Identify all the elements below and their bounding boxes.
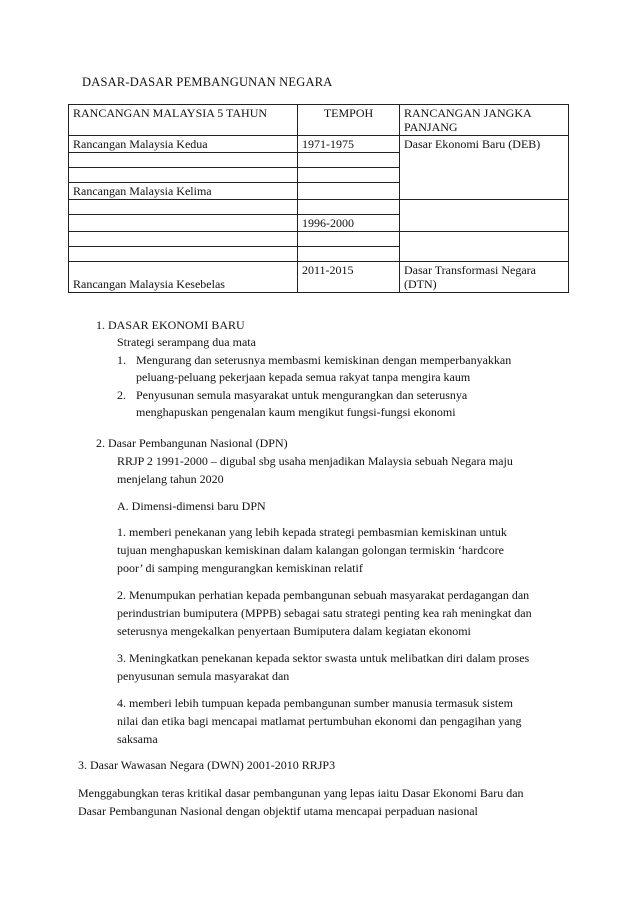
table-header-row [69, 105, 569, 136]
table-cell: 1996-2000 [298, 215, 400, 232]
list-item-number: 2. [117, 388, 126, 402]
table-cell [298, 183, 400, 200]
table-row [69, 200, 569, 215]
table-cell: 2011-2015 [298, 262, 400, 293]
list-item-text: peluang-peluang pekerjaan kepada semua rakyat tanpa mengira kaum [136, 370, 471, 384]
development-plan-table [68, 104, 569, 293]
table-row [69, 232, 569, 247]
header-tempoh: TEMPOH [298, 105, 400, 136]
table-cell [298, 247, 400, 262]
table-cell [69, 200, 298, 215]
table-cell: Rancangan Malaysia Kesebelas [69, 262, 298, 293]
paragraph-line: perindustrian bumiputera (MPPB) sebagai satu strategi penting kea rah meningkat dan [117, 606, 532, 620]
table-cell [400, 232, 569, 262]
paragraph-line: penyusunan semula masyarakat dan [117, 669, 290, 683]
table-cell [69, 168, 298, 183]
list-item-text: Penyusunan semula masyarakat untuk mengurangkan dan seterusnya [136, 388, 468, 402]
table-cell: Rancangan Malaysia Kedua [69, 136, 298, 153]
header-rancangan-jangka-panjang: RANCANGAN JANGKA PANJANG [400, 105, 569, 136]
table-cell [69, 232, 298, 247]
table-row [69, 262, 569, 293]
table-cell [298, 232, 400, 247]
section-heading: 1. DASAR EKONOMI BARU [96, 318, 245, 332]
paragraph-line: RRJP 2 1991-2000 – digubal sbg usaha menjadikan Malaysia sebuah Negara maju [117, 454, 513, 468]
paragraph-line: Menggabungkan teras kritikal dasar pembangunan yang lepas iaitu Dasar Ekonomi Baru dan [78, 786, 524, 800]
subsection-heading: A. Dimensi-dimensi baru DPN [117, 499, 266, 513]
table-cell: Rancangan Malaysia Kelima [69, 183, 298, 200]
table-row [69, 136, 569, 153]
table-cell: Dasar Transformasi Negara (DTN) [400, 262, 569, 293]
table-cell: Dasar Ekonomi Baru (DEB) [400, 136, 569, 200]
table-cell [298, 200, 400, 215]
section-subtitle: Strategi serampang dua mata [117, 335, 256, 349]
paragraph-line: menjelang tahun 2020 [117, 472, 224, 486]
table-cell [69, 153, 298, 168]
paragraph-line: saksama [117, 732, 158, 746]
paragraph-line: 4. memberi lebih tumpuan kepada pembangunan sumber manusia termasuk sistem [117, 696, 513, 710]
paragraph-line: 3. Meningkatkan penekanan kepada sektor swasta untuk melibatkan diri dalam proses [117, 651, 530, 665]
paragraph-line: 2. Menumpukan perhatian kepada pembangunan sebuah masyarakat perdagangan dan [117, 588, 530, 602]
paragraph-line: nilai dan etika bagi mencapai matlamat pertumbuhan ekonomi dan pengagihan yang [117, 714, 522, 728]
section-heading: 2. Dasar Pembangunan Nasional (DPN) [96, 436, 288, 450]
table-cell [298, 153, 400, 168]
list-item-text: Mengurang dan seterusnya membasmi kemiskinan dengan memperbanyakkan [136, 353, 512, 367]
table-cell [69, 247, 298, 262]
section-heading: 3. Dasar Wawasan Negara (DWN) 2001-2010 RRJP3 [78, 758, 336, 772]
document-title: DASAR-DASAR PEMBANGUNAN NEGARA [82, 75, 333, 89]
paragraph-line: 1. memberi penekanan yang lebih kepada strategi pembasmian kemiskinan untuk [117, 525, 507, 539]
paragraph-line: Dasar Pembangunan Nasional dengan objektif utama mencapai perpaduan nasional [78, 804, 478, 818]
table-cell: 1971-1975 [298, 136, 400, 153]
paragraph-line: poor’ di samping mengurangkan kemiskinan relatif [117, 561, 363, 575]
paragraph-line: seterusnya mengekalkan penyertaan Bumiputera dalam kegiatan ekonomi [117, 624, 471, 638]
paragraph-line: tujuan menghapuskan kemiskinan dalam kalangan golongan termiskin ‘hardcore [117, 543, 504, 557]
table-cell [298, 168, 400, 183]
header-rancangan-malaysia: RANCANGAN MALAYSIA 5 TAHUN [69, 105, 298, 136]
table-cell [69, 215, 298, 232]
list-item-number: 1. [117, 353, 126, 367]
table-cell [400, 200, 569, 232]
list-item-text: menghapuskan pengenalan kaum mengikut fungsi-fungsi ekonomi [136, 405, 456, 419]
